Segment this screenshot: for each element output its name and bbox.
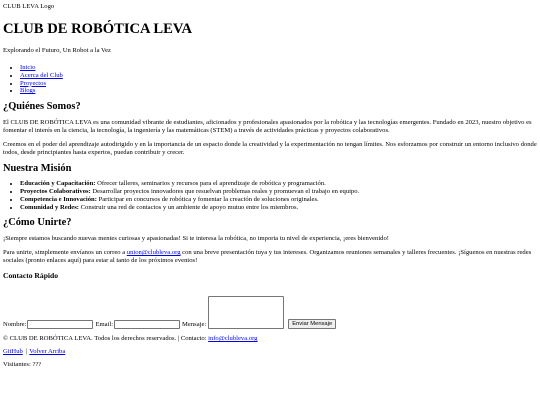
- mission-item-text: Ofrecer talleres, seminarios y recursos para el aprendizaje de robótica y programación.: [95, 179, 326, 187]
- tagline: Explorando el Futuro, Un Robot a la Vez: [3, 46, 111, 54]
- nav-link-blogs[interactable]: Blogs: [20, 87, 36, 95]
- email-input[interactable]: [114, 320, 180, 329]
- about-paragraph-1: El CLUB DE ROBÓTICA LEVA es una comunidad vibrante de estudiantes, aficionados y profesionales apasionados por la robótica y las tecnologías emergentes. Fundado en 2023, nuestro objetivo es fomentar el interés en la ciencia, la tecnología, la ingeniería y las matemáticas (STEM) a través de actividades prácticas y proyectos colaborativos.: [3, 119, 532, 135]
- nav-link-proyectos[interactable]: Proyectos: [20, 79, 47, 87]
- visitor-counter: Visitantes: ???: [3, 361, 42, 369]
- mission-item: [20, 196, 537, 204]
- main-nav: [3, 64, 537, 96]
- send-message-button[interactable]: Enviar Mensaje: [288, 319, 336, 329]
- copyright-text: © CLUB DE ROBÓTICA LEVA. Todos los derechos reservados.: [3, 335, 177, 343]
- back-to-top-link[interactable]: Volver Arriba: [29, 348, 66, 356]
- footer-links: [3, 348, 537, 356]
- about-paragraph-2: Creemos en el poder del aprendizaje autodirigido y en la importancia de un espacio donde la creatividad y la experimentación no tengan límites. Nos esforzamos por construir un entorno inclusivo donde todos, desde principiantes hasta expertos, puedan contribuir y crecer.: [3, 141, 537, 156]
- mission-item-title: Comunidad y Redes:: [20, 203, 79, 211]
- footer-links-separator: |: [25, 348, 27, 356]
- mission-item: [20, 180, 537, 188]
- github-link[interactable]: GitHub: [3, 348, 23, 356]
- nav-item-proyectos: [20, 80, 537, 88]
- mission-item-title: Proyectos Colaborativos:: [20, 187, 91, 195]
- footer-contact-prefix: Contacto:: [180, 335, 209, 343]
- nav-item-acerca: [20, 72, 537, 80]
- footer-separator: |: [177, 335, 180, 343]
- mission-item: [20, 188, 537, 196]
- name-input[interactable]: [27, 320, 93, 329]
- join-heading: ¿Cómo Unirte?: [3, 217, 72, 229]
- mission-item: [20, 204, 537, 212]
- nav-link-acerca[interactable]: Acerca del Club: [20, 71, 63, 79]
- email-label: Email:: [95, 321, 114, 329]
- mission-list: [3, 180, 537, 212]
- nav-link-inicio[interactable]: Inicio: [20, 63, 36, 71]
- join-email-link[interactable]: union@clubleva.org: [126, 249, 181, 257]
- mission-item-text: Construir una red de contactos y un ambiente de apoyo mutuo entre los miembros.: [79, 203, 299, 211]
- contact-heading: Contacto Rápido: [3, 271, 59, 281]
- club-logo-image: CLUB LEVA Logo: [3, 3, 55, 10]
- contact-form: [3, 296, 537, 329]
- mission-item-title: Competencia e Innovación:: [20, 195, 97, 203]
- join-text-before: Para unirte, simplemente envíanos un correo a: [3, 249, 127, 257]
- join-paragraph-1: ¡Siempre estamos buscando nuevas mentes curiosas y apasionadas! Si te interesa la robótica, no importa tu nivel de experiencia, ¡eres bienvenido!: [3, 235, 389, 243]
- footer-contact-email-link[interactable]: info@clubleva.org: [208, 335, 258, 343]
- message-textarea[interactable]: [208, 296, 284, 329]
- join-paragraph-2: [3, 249, 537, 265]
- nav-item-inicio: [20, 64, 537, 72]
- about-heading: ¿Quiénes Somos?: [3, 101, 81, 113]
- mission-item-title: Educación y Capacitación:: [20, 179, 96, 187]
- message-label: Mensaje:: [182, 321, 207, 329]
- nav-item-blogs: [20, 87, 537, 95]
- mission-item-text: Participar en concursos de robótica y fomentar la creación de soluciones originales.: [96, 195, 319, 203]
- footer: [3, 335, 537, 369]
- mission-heading: Nuestra Misión: [3, 162, 72, 174]
- mission-item-text: Desarrollar proyectos innovadores que resuelvan problemas reales y promuevan el trabajo en equipo.: [90, 187, 360, 195]
- page-title: CLUB DE ROBÓTICA LEVA: [3, 21, 193, 37]
- footer-line: [3, 335, 537, 343]
- join-text-after: con una breve presentación tuya y tus intereses. Organizamos reuniones semanales y talleres frecuentes. ¡Síguenos en nuestras redes sociales (pronto enlaces aquí) para estar al tanto de los próximos eventos!: [3, 249, 532, 265]
- name-label: Nombre:: [3, 321, 27, 329]
